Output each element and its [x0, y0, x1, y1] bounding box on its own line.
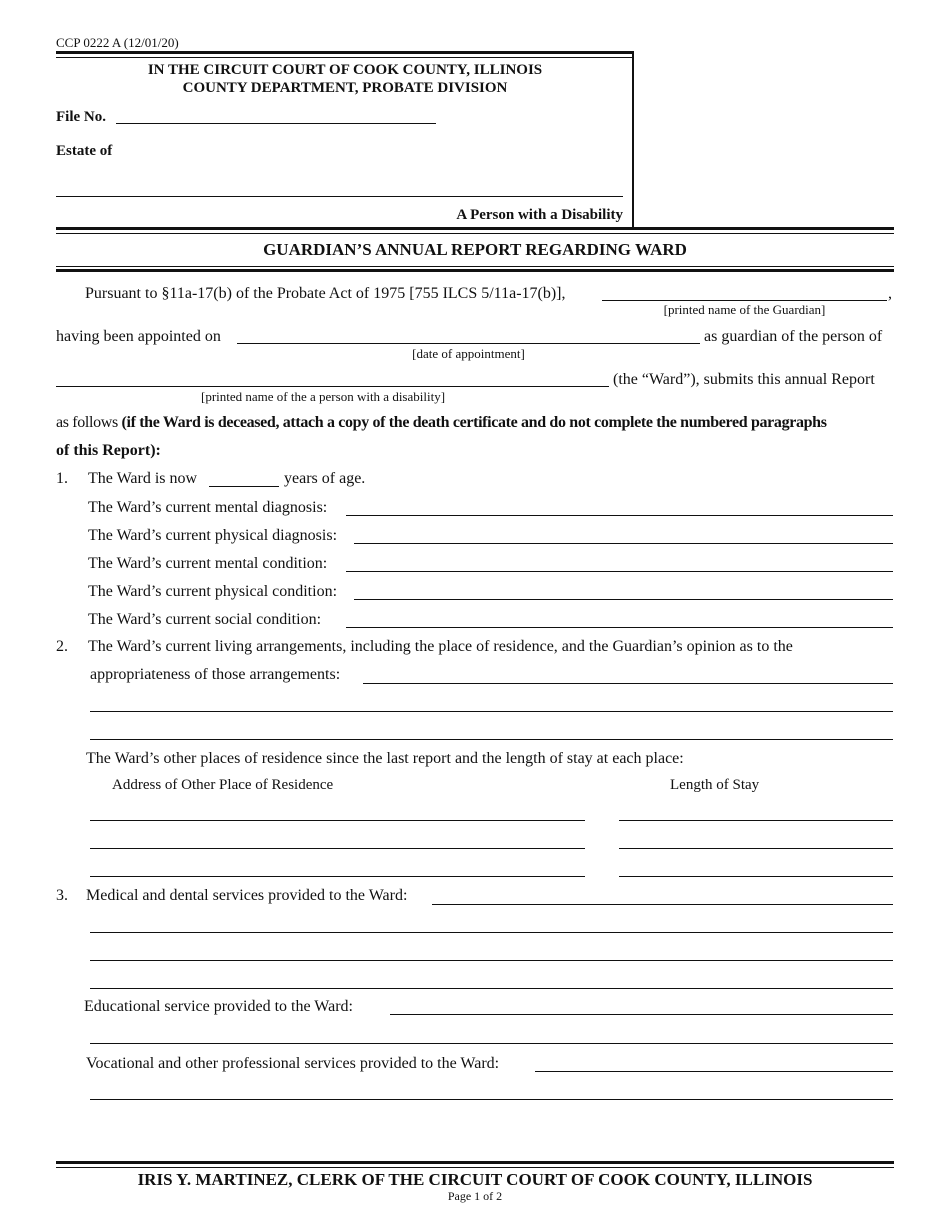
footer-rule-thin [56, 1167, 894, 1168]
estate-label: Estate of [56, 143, 113, 159]
mental-diagnosis-field[interactable] [346, 515, 893, 516]
vocational-services-label: Vocational and other professional services provided to the Ward: [86, 1055, 500, 1072]
physical-condition-label: The Ward’s current physical condition: [88, 583, 338, 600]
disability-label: A Person with a Disability [456, 207, 623, 223]
physical-diagnosis-label: The Ward’s current physical diagnosis: [88, 527, 338, 544]
as-follows-line [56, 414, 894, 432]
other-residences-text: The Ward’s other places of residence since the last report and the length of stay at each place: [86, 750, 684, 767]
living-arrangements-line-1: The Ward’s current living arrangements, including the place of residence, and the Guardian’s opinion as to the [88, 638, 793, 655]
section-2-number: 2. [56, 638, 68, 655]
ward-tail: (the “Ward”), submits this annual Report [613, 371, 875, 388]
physical-condition-field[interactable] [354, 599, 893, 600]
mental-condition-label: The Ward’s current mental condition: [88, 555, 328, 572]
appointed-label: having been appointed on [56, 328, 221, 345]
residence-length-field[interactable] [619, 820, 893, 821]
appointed-tail: as guardian of the person of [704, 328, 883, 345]
file-no-field[interactable] [116, 123, 436, 124]
vocational-services-field-2[interactable] [90, 1099, 893, 1100]
ward-name-field[interactable] [56, 386, 609, 387]
physical-diagnosis-field[interactable] [354, 543, 893, 544]
caption-top-rule [56, 51, 634, 54]
title-bottom-rule [56, 269, 894, 272]
deceased-instruction-end: of this Report): [56, 442, 161, 459]
medical-services-field[interactable] [432, 904, 893, 905]
medical-services-label: Medical and dental services provided to the Ward: [86, 887, 408, 904]
appointment-date-hint: [date of appointment] [412, 346, 525, 361]
residence-address-field[interactable] [90, 820, 585, 821]
address-column-header: Address of Other Place of Residence [112, 777, 334, 793]
court-line-2: COUNTY DEPARTMENT, PROBATE DIVISION [182, 80, 508, 96]
vocational-services-field[interactable] [535, 1071, 893, 1072]
court-line-1: IN THE CIRCUIT COURT OF COOK COUNTY, ILLINOIS [147, 62, 543, 78]
estate-name-field[interactable] [56, 196, 623, 197]
pursuant-text: Pursuant to §11a-17(b) of the Probate Act of 1975 [755 ILCS 5/11a-17(b)], [85, 285, 566, 302]
form-id: CCP 0222 A (12/01/20) [56, 35, 179, 50]
living-arrangements-line-2: appropriateness of those arrangements: [90, 666, 341, 683]
mental-diagnosis-label: The Ward’s current mental diagnosis: [88, 499, 328, 516]
residence-address-field[interactable] [90, 848, 585, 849]
age-text-a: The Ward is now [88, 470, 198, 487]
as-follows: as follows [56, 414, 118, 431]
living-arrangements-field[interactable] [363, 683, 893, 684]
footer-rule [56, 1161, 894, 1164]
residence-address-field[interactable] [90, 876, 585, 877]
deceased-instruction: (if the Ward is deceased, attach a copy of the death certificate and do not complete the numbered paragraphs [121, 414, 827, 431]
comma: , [888, 285, 892, 302]
guardian-name-field[interactable] [602, 300, 887, 301]
educational-services-field-2[interactable] [90, 1043, 893, 1044]
medical-services-field-3[interactable] [90, 960, 893, 961]
length-of-stay-column-header: Length of Stay [670, 777, 760, 793]
residence-length-field[interactable] [619, 876, 893, 877]
living-arrangements-field-2[interactable] [90, 711, 893, 712]
file-no-label: File No. [56, 109, 106, 125]
medical-services-field-4[interactable] [90, 988, 893, 989]
living-arrangements-field-3[interactable] [90, 739, 893, 740]
age-field[interactable] [209, 486, 279, 487]
caption-top-rule-thin [56, 57, 634, 58]
age-text-b: years of age. [284, 470, 366, 487]
form-title: GUARDIAN’S ANNUAL REPORT REGARDING WARD [263, 240, 687, 259]
residence-length-field[interactable] [619, 848, 893, 849]
appointment-date-field[interactable] [237, 343, 700, 344]
educational-services-field[interactable] [390, 1014, 893, 1015]
educational-services-label: Educational service provided to the Ward: [84, 998, 353, 1015]
section-3-number: 3. [56, 887, 68, 904]
page-number: Page 1 of 2 [447, 1189, 503, 1203]
title-top-rule [56, 227, 894, 230]
title-top-rule-thin [56, 233, 894, 234]
medical-services-field-2[interactable] [90, 932, 893, 933]
social-condition-field[interactable] [346, 627, 893, 628]
section-1-number: 1. [56, 470, 68, 487]
guardian-name-hint: [printed name of the Guardian] [663, 302, 826, 317]
title-bottom-rule-thin [56, 266, 894, 267]
mental-condition-field[interactable] [346, 571, 893, 572]
social-condition-label: The Ward’s current social condition: [88, 611, 322, 628]
clerk-name: IRIS Y. MARTINEZ, CLERK OF THE CIRCUIT COURT OF COOK COUNTY, ILLINOIS [137, 1170, 813, 1189]
ward-name-hint: [printed name of the a person with a disability] [201, 389, 446, 404]
